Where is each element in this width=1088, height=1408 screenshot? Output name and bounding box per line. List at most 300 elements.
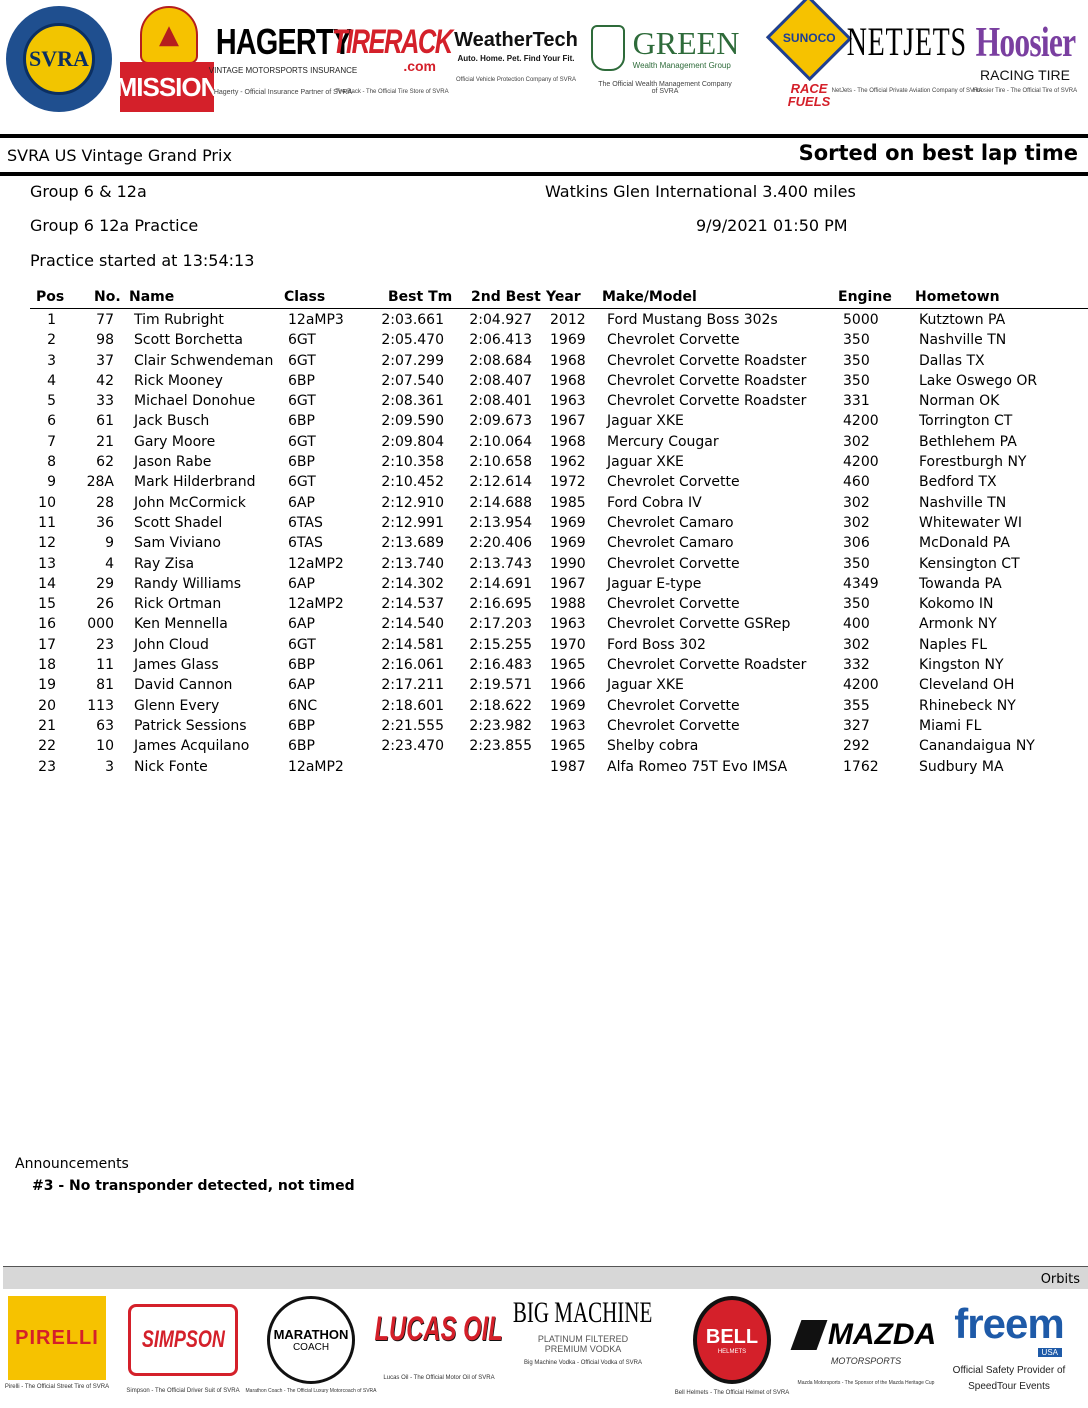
hagerty-tagline: Hagerty - Official Insurance Partner of SVRA bbox=[213, 89, 353, 96]
cell-year: 1962 bbox=[550, 454, 586, 471]
table-row bbox=[0, 697, 1088, 717]
cell-name: Michael Donohue bbox=[134, 393, 256, 410]
hagerty-subline: VINTAGE MOTORSPORTS INSURANCE bbox=[208, 66, 358, 75]
pirelli-logo bbox=[4, 1296, 110, 1400]
cell-pos: 9 bbox=[47, 474, 56, 491]
cell-hometown: Lake Oswego OR bbox=[919, 372, 1038, 389]
cell-class: 6GT bbox=[288, 352, 316, 369]
cell-engine: 350 bbox=[843, 372, 870, 389]
cell-class: 12aMP2 bbox=[288, 596, 344, 613]
lucas-oil-wordmark: LUCAS OIL bbox=[374, 1310, 504, 1348]
mazda-stripe-icon bbox=[790, 1320, 827, 1350]
cell-no: 21 bbox=[96, 433, 114, 450]
hoosier-tagline: Hoosier Tire - The Official Tire of SVRA bbox=[972, 88, 1078, 94]
cell-engine: 1762 bbox=[843, 758, 879, 775]
cell-best: 2:09.590 bbox=[381, 413, 444, 430]
cell-year: 1968 bbox=[550, 372, 586, 389]
cell-make: Jaguar XKE bbox=[607, 454, 684, 471]
cell-no: 37 bbox=[96, 352, 114, 369]
cell-no: 4 bbox=[105, 555, 114, 572]
cell-no: 36 bbox=[96, 514, 114, 531]
cell-best: 2:21.555 bbox=[381, 717, 444, 734]
cell-hometown: Kokomo IN bbox=[919, 596, 994, 613]
cell-second: 2:13.743 bbox=[469, 555, 532, 572]
cell-pos: 22 bbox=[38, 738, 56, 755]
cell-name: John Cloud bbox=[134, 636, 209, 653]
cell-best: 2:05.470 bbox=[381, 332, 444, 349]
cell-hometown: McDonald PA bbox=[919, 535, 1010, 552]
netjets-logo bbox=[831, 6, 983, 110]
cell-engine: 4200 bbox=[843, 677, 879, 694]
cell-class: 6BP bbox=[288, 413, 315, 430]
cell-pos: 23 bbox=[38, 758, 56, 775]
cell-hometown: Sudbury MA bbox=[919, 758, 1004, 775]
cell-second: 2:08.407 bbox=[469, 372, 532, 389]
cell-hometown: Rhinebeck NY bbox=[919, 697, 1016, 714]
cell-best: 2:14.581 bbox=[381, 636, 444, 653]
cell-best: 2:13.740 bbox=[381, 555, 444, 572]
hagerty-logo bbox=[208, 10, 358, 110]
bell-tagline: Bell Helmets - The Official Helmet of SVRA bbox=[674, 1390, 790, 1396]
cell-name: David Cannon bbox=[134, 677, 233, 694]
cell-no: 10 bbox=[96, 738, 114, 755]
cell-no: 26 bbox=[96, 596, 114, 613]
freem-wordmark: freem bbox=[954, 1300, 1064, 1347]
marathon-wordmark: MARATHON bbox=[273, 1327, 349, 1342]
cell-make: Chevrolet Corvette Roadster bbox=[607, 657, 807, 674]
pirelli-badge bbox=[8, 1296, 106, 1380]
cell-name: James Acquilano bbox=[134, 738, 250, 755]
cell-no: 42 bbox=[96, 372, 114, 389]
green-wealth-logo bbox=[590, 10, 740, 110]
mazda-tagline: Mazda Motorsports - The Sponsor of the Mazda Heritage Cup bbox=[797, 1380, 935, 1386]
cell-best: 2:13.689 bbox=[381, 535, 444, 552]
cell-year: 1963 bbox=[550, 717, 586, 734]
cell-pos: 8 bbox=[47, 454, 56, 471]
cell-second: 2:14.691 bbox=[469, 575, 532, 592]
cell-second: 2:10.658 bbox=[469, 454, 532, 471]
cell-pos: 15 bbox=[38, 596, 56, 613]
cell-class: 6AP bbox=[288, 494, 315, 511]
cell-make: Chevrolet Camaro bbox=[607, 514, 734, 531]
cell-best: 2:16.061 bbox=[381, 657, 444, 674]
marathon-subline: COACH bbox=[292, 1342, 330, 1353]
cell-make: Alfa Romeo 75T Evo IMSA bbox=[607, 758, 788, 775]
cell-no: 98 bbox=[96, 332, 114, 349]
cell-engine: 302 bbox=[843, 494, 870, 511]
col-header-make: Make/Model bbox=[602, 289, 697, 305]
table-row bbox=[0, 636, 1088, 656]
cell-best: 2:14.302 bbox=[381, 575, 444, 592]
hoosier-subline: RACING TIRE bbox=[980, 67, 1070, 83]
cell-make: Mercury Cougar bbox=[607, 433, 719, 450]
lucas-oil-logo bbox=[374, 1296, 504, 1400]
cell-second: 2:16.695 bbox=[469, 596, 532, 613]
session-label: Group 6 12a Practice bbox=[30, 216, 199, 235]
cell-best: 2:08.361 bbox=[381, 393, 444, 410]
cell-name: Scott Borchetta bbox=[134, 332, 243, 349]
cell-no: 000 bbox=[87, 616, 114, 633]
cell-class: 6BP bbox=[288, 454, 315, 471]
table-row bbox=[0, 514, 1088, 534]
cell-second: 2:19.571 bbox=[469, 677, 532, 694]
cell-second: 2:18.622 bbox=[469, 697, 532, 714]
cell-make: Chevrolet Corvette bbox=[607, 332, 740, 349]
cell-best: 2:10.452 bbox=[381, 474, 444, 491]
cell-year: 1970 bbox=[550, 636, 586, 653]
cell-second: 2:10.064 bbox=[469, 433, 532, 450]
cell-class: 6TAS bbox=[288, 514, 323, 531]
sunoco-subline: RACE FUELS bbox=[787, 81, 831, 109]
cell-year: 1963 bbox=[550, 616, 586, 633]
cell-hometown: Nashville TN bbox=[919, 332, 1007, 349]
cell-engine: 292 bbox=[843, 738, 870, 755]
event-title: SVRA US Vintage Grand Prix bbox=[7, 146, 232, 165]
cell-pos: 7 bbox=[47, 433, 56, 450]
cell-best: 2:10.358 bbox=[381, 454, 444, 471]
table-row bbox=[0, 453, 1088, 473]
cell-make: Ford Mustang Boss 302s bbox=[607, 312, 778, 328]
cell-hometown: Bethlehem PA bbox=[919, 433, 1017, 450]
cell-make: Shelby cobra bbox=[607, 738, 699, 755]
cell-year: 1969 bbox=[550, 697, 586, 714]
cell-name: Ken Mennella bbox=[134, 616, 228, 633]
cell-hometown: Torrington CT bbox=[919, 413, 1013, 430]
tirerack-dotcom: .com bbox=[403, 58, 436, 74]
cell-engine: 327 bbox=[843, 717, 870, 734]
netjets-wordmark: NETJETS bbox=[846, 19, 968, 64]
results-table bbox=[0, 311, 1088, 778]
cell-class: 6GT bbox=[288, 474, 316, 491]
cell-second: 2:08.401 bbox=[469, 393, 532, 410]
cell-second: 2:09.673 bbox=[469, 413, 532, 430]
cell-hometown: Towanda PA bbox=[919, 575, 1002, 592]
cell-class: 6AP bbox=[288, 677, 315, 694]
cell-year: 2012 bbox=[550, 312, 586, 328]
cell-engine: 350 bbox=[843, 352, 870, 369]
cell-hometown: Dallas TX bbox=[919, 352, 985, 369]
cell-no: 29 bbox=[96, 575, 114, 592]
cell-engine: 332 bbox=[843, 657, 870, 674]
cell-best: 2:07.299 bbox=[381, 352, 444, 369]
mazda-subline: MOTORSPORTS bbox=[830, 1356, 902, 1366]
cell-second: 2:17.203 bbox=[469, 616, 532, 633]
cell-name: Randy Williams bbox=[134, 575, 242, 592]
simpson-tagline: Simpson - The Official Driver Suit of SVRA bbox=[126, 1388, 240, 1394]
cell-engine: 350 bbox=[843, 332, 870, 349]
cell-second: 2:04.927 bbox=[469, 312, 532, 328]
big-machine-tagline: Big Machine Vodka - Official Vodka of SVRA bbox=[524, 1360, 642, 1366]
netjets-tagline: NetJets - The Official Private Aviation Company of SVRA bbox=[831, 88, 983, 94]
sort-label: Sorted on best lap time bbox=[798, 141, 1078, 165]
cell-pos: 2 bbox=[47, 332, 56, 349]
cell-no: 9 bbox=[105, 535, 114, 552]
tirerack-tagline: Tire Rack - The Official Tire Store of SVRA bbox=[335, 89, 449, 95]
cell-year: 1969 bbox=[550, 514, 586, 531]
cell-no: 3 bbox=[105, 758, 114, 775]
cell-class: 6TAS bbox=[288, 535, 323, 552]
group-label: Group 6 & 12a bbox=[30, 182, 147, 201]
cell-pos: 19 bbox=[38, 677, 56, 694]
cell-class: 6NC bbox=[288, 697, 318, 714]
cell-pos: 18 bbox=[38, 657, 56, 674]
session-start: Practice started at 13:54:13 bbox=[30, 251, 255, 270]
freem-tagline: Official Safety Provider of SpeedTour Events bbox=[952, 1365, 1066, 1392]
cell-make: Chevrolet Corvette bbox=[607, 697, 740, 714]
cell-year: 1987 bbox=[550, 758, 586, 775]
bell-badge bbox=[693, 1296, 771, 1384]
cell-make: Jaguar XKE bbox=[607, 413, 684, 430]
cell-hometown: Kingston NY bbox=[919, 657, 1004, 674]
col-header-no: No. bbox=[94, 289, 121, 305]
table-row bbox=[0, 575, 1088, 595]
cell-hometown: Kutztown PA bbox=[919, 312, 1006, 328]
cell-second: 2:13.954 bbox=[469, 514, 532, 531]
cell-engine: 460 bbox=[843, 474, 870, 491]
table-row bbox=[0, 656, 1088, 676]
cell-name: Rick Ortman bbox=[134, 596, 222, 613]
session-datetime: 9/9/2021 01:50 PM bbox=[696, 216, 848, 235]
cell-name: James Glass bbox=[134, 657, 219, 674]
table-row bbox=[0, 534, 1088, 554]
cell-make: Chevrolet Corvette Roadster bbox=[607, 372, 807, 389]
cell-hometown: Kensington CT bbox=[919, 555, 1020, 572]
weathertech-logo bbox=[452, 16, 580, 96]
cell-no: 28A bbox=[86, 474, 114, 491]
pirelli-wordmark: PIRELLI bbox=[15, 1326, 99, 1349]
cell-second: 2:16.483 bbox=[469, 657, 532, 674]
cell-hometown: Miami FL bbox=[919, 717, 982, 734]
cell-class: 12aMP2 bbox=[288, 758, 344, 775]
tirerack-logo bbox=[332, 10, 452, 110]
cell-pos: 12 bbox=[38, 535, 56, 552]
weathertech-subline: Auto. Home. Pet. Find Your Fit. bbox=[457, 53, 575, 63]
cell-hometown: Norman OK bbox=[919, 393, 1000, 410]
cell-no: 28 bbox=[96, 494, 114, 511]
cell-name: Jack Busch bbox=[134, 413, 210, 430]
cell-name: Scott Shadel bbox=[134, 514, 223, 531]
lucas-oil-tagline: Lucas Oil - The Official Motor Oil of SVRA bbox=[383, 1375, 495, 1381]
cell-second: 2:20.406 bbox=[469, 535, 532, 552]
cell-second: 2:12.614 bbox=[469, 474, 532, 491]
cell-no: 62 bbox=[96, 454, 114, 471]
cell-make: Jaguar E-type bbox=[607, 575, 702, 592]
table-row bbox=[0, 392, 1088, 412]
svra-badge-text: SVRA bbox=[23, 23, 95, 95]
weathertech-tagline: Official Vehicle Protection Company of SVRA bbox=[456, 76, 576, 83]
cell-hometown: Forestburgh NY bbox=[919, 454, 1027, 471]
cell-best: 2:14.537 bbox=[381, 596, 444, 613]
col-header-second: 2nd Best bbox=[471, 289, 541, 305]
cell-class: 6BP bbox=[288, 657, 315, 674]
cell-name: John McCormick bbox=[134, 494, 246, 511]
col-header-year: Year bbox=[546, 289, 581, 305]
cell-class: 6AP bbox=[288, 616, 315, 633]
cell-engine: 4200 bbox=[843, 454, 879, 471]
cell-class: 6BP bbox=[288, 717, 315, 734]
sunoco-diamond-icon bbox=[766, 0, 852, 81]
cell-best: 2:17.211 bbox=[381, 677, 444, 694]
cell-year: 1965 bbox=[550, 657, 586, 674]
big-machine-subline: PLATINUM FILTERED PREMIUM VODKA bbox=[537, 1334, 629, 1354]
cell-pos: 20 bbox=[38, 697, 56, 714]
cell-year: 1988 bbox=[550, 596, 586, 613]
cell-make: Chevrolet Corvette Roadster bbox=[607, 393, 807, 410]
cell-year: 1963 bbox=[550, 393, 586, 410]
cell-second: 2:06.413 bbox=[469, 332, 532, 349]
col-header-hometown: Hometown bbox=[915, 289, 1000, 305]
table-row bbox=[0, 595, 1088, 615]
table-row bbox=[0, 737, 1088, 757]
hagerty-wordmark: HAGERTY bbox=[215, 21, 351, 62]
cell-pos: 4 bbox=[47, 372, 56, 389]
svra-logo bbox=[6, 6, 112, 112]
cell-engine: 302 bbox=[843, 433, 870, 450]
cell-name: Sam Viviano bbox=[134, 535, 221, 552]
cell-make: Chevrolet Corvette bbox=[607, 596, 740, 613]
cell-engine: 302 bbox=[843, 636, 870, 653]
cell-make: Chevrolet Corvette Roadster bbox=[607, 352, 807, 369]
cell-class: 6GT bbox=[288, 433, 316, 450]
table-row bbox=[0, 412, 1088, 432]
cell-pos: 6 bbox=[47, 413, 56, 430]
cell-class: 6GT bbox=[288, 636, 316, 653]
cell-year: 1969 bbox=[550, 332, 586, 349]
cell-best: 2:09.804 bbox=[381, 433, 444, 450]
cell-engine: 331 bbox=[843, 393, 870, 410]
cell-no: 11 bbox=[96, 657, 114, 674]
simpson-logo bbox=[124, 1296, 242, 1400]
table-row bbox=[0, 311, 1088, 331]
mission-wordmark: MISSION bbox=[120, 62, 214, 112]
cell-engine: 350 bbox=[843, 596, 870, 613]
cell-second: 2:23.855 bbox=[469, 738, 532, 755]
track-label: Watkins Glen International 3.400 miles bbox=[545, 182, 856, 201]
cell-name: Gary Moore bbox=[134, 433, 216, 450]
cell-pos: 21 bbox=[38, 717, 56, 734]
cell-engine: 306 bbox=[843, 535, 870, 552]
cell-pos: 11 bbox=[38, 514, 56, 531]
cell-make: Chevrolet Corvette bbox=[607, 555, 740, 572]
cell-year: 1967 bbox=[550, 575, 586, 592]
freem-subline: USA bbox=[1038, 1348, 1062, 1357]
cell-engine: 5000 bbox=[843, 312, 879, 328]
cell-class: 12aMP2 bbox=[288, 555, 344, 572]
cell-hometown: Canandaigua NY bbox=[919, 738, 1035, 755]
cell-name: Tim Rubright bbox=[134, 312, 224, 328]
cell-hometown: Bedford TX bbox=[919, 474, 997, 491]
cell-hometown: Cleveland OH bbox=[919, 677, 1015, 694]
pirelli-tagline: Pirelli - The Official Street Tire of SVRA bbox=[4, 1384, 110, 1390]
cell-pos: 5 bbox=[47, 393, 56, 410]
cell-engine: 400 bbox=[843, 616, 870, 633]
cell-no: 33 bbox=[96, 393, 114, 410]
cell-hometown: Nashville TN bbox=[919, 494, 1007, 511]
freem-logo bbox=[934, 1296, 1084, 1400]
cell-year: 1990 bbox=[550, 555, 586, 572]
col-header-class: Class bbox=[284, 289, 326, 305]
cell-pos: 3 bbox=[47, 352, 56, 369]
bell-subline: HELMETS bbox=[717, 1348, 747, 1355]
cell-class: 6AP bbox=[288, 575, 315, 592]
cell-hometown: Whitewater WI bbox=[919, 514, 1023, 531]
cell-class: 6GT bbox=[288, 393, 316, 410]
cell-class: 6BP bbox=[288, 372, 315, 389]
col-header-pos: Pos bbox=[36, 289, 65, 305]
sponsor-banner-top bbox=[0, 0, 1088, 130]
cell-year: 1972 bbox=[550, 474, 586, 491]
cell-best: 2:14.540 bbox=[381, 616, 444, 633]
hoosier-logo bbox=[966, 6, 1084, 110]
cell-no: 63 bbox=[96, 717, 114, 734]
cell-make: Chevrolet Corvette bbox=[607, 474, 740, 491]
cell-engine: 4200 bbox=[843, 413, 879, 430]
table-row bbox=[0, 473, 1088, 493]
cell-make: Chevrolet Corvette bbox=[607, 717, 740, 734]
header-rule-bottom bbox=[0, 172, 1088, 176]
cell-second: 2:08.684 bbox=[469, 352, 532, 369]
cell-make: Chevrolet Corvette GSRep bbox=[607, 616, 791, 633]
cell-year: 1969 bbox=[550, 535, 586, 552]
cell-pos: 14 bbox=[38, 575, 56, 592]
cell-year: 1985 bbox=[550, 494, 586, 511]
green-subline: Wealth Management Group bbox=[632, 60, 731, 70]
simpson-badge bbox=[128, 1304, 238, 1376]
cell-best: 2:12.910 bbox=[381, 494, 444, 511]
hoosier-wordmark: Hoosier bbox=[975, 20, 1075, 66]
cell-pos: 17 bbox=[38, 636, 56, 653]
cell-engine: 350 bbox=[843, 555, 870, 572]
table-row bbox=[0, 433, 1088, 453]
cell-name: Mark Hilderbrand bbox=[134, 474, 256, 491]
cell-best: 2:12.991 bbox=[381, 514, 444, 531]
cell-year: 1967 bbox=[550, 413, 586, 430]
cell-no: 61 bbox=[96, 413, 114, 430]
cell-pos: 16 bbox=[38, 616, 56, 633]
cell-name: Patrick Sessions bbox=[134, 717, 247, 734]
cell-pos: 13 bbox=[38, 555, 56, 572]
table-row bbox=[0, 494, 1088, 514]
cell-make: Chevrolet Camaro bbox=[607, 535, 734, 552]
col-header-name: Name bbox=[129, 289, 175, 305]
weathertech-wordmark: WeatherTech bbox=[454, 28, 578, 51]
cell-class: 12aMP3 bbox=[288, 312, 344, 328]
marathon-tagline: Marathon Coach - The Official Luxury Motorcoach of SVRA bbox=[245, 1388, 377, 1394]
announcement-text: #3 - No transponder detected, not timed bbox=[32, 1178, 355, 1194]
cell-name: Rick Mooney bbox=[134, 372, 223, 389]
tirerack-wordmark: TIRERACK bbox=[332, 23, 452, 61]
table-row bbox=[0, 352, 1088, 372]
cell-best: 2:18.601 bbox=[381, 697, 444, 714]
simpson-wordmark: SIMPSON bbox=[141, 1326, 225, 1353]
mazda-motorsports-logo bbox=[796, 1296, 936, 1400]
sunoco-wordmark: SUNOCO bbox=[782, 30, 836, 45]
cell-name: Jason Rabe bbox=[134, 454, 212, 471]
bell-wordmark: BELL bbox=[705, 1325, 759, 1348]
cell-hometown: Naples FL bbox=[919, 636, 988, 653]
cell-second: 2:15.255 bbox=[469, 636, 532, 653]
cell-second: 2:23.982 bbox=[469, 717, 532, 734]
cell-no: 113 bbox=[87, 697, 114, 714]
cell-name: Ray Zisa bbox=[134, 555, 195, 572]
mazda-wordmark: MAZDA bbox=[827, 1318, 937, 1351]
marathon-coach-logo bbox=[246, 1296, 376, 1400]
header-rule-top bbox=[0, 134, 1088, 138]
table-row bbox=[0, 555, 1088, 575]
orbits-credit: Orbits bbox=[1040, 1272, 1080, 1287]
table-row bbox=[0, 372, 1088, 392]
green-tagline: The Official Wealth Management Company of SVRA bbox=[598, 81, 732, 95]
